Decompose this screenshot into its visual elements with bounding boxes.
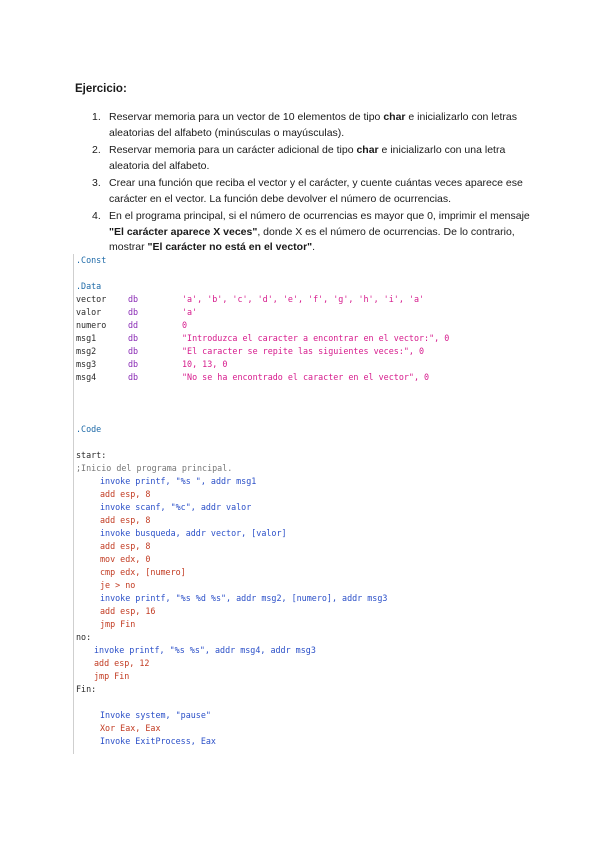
code-line: cmp edx, [numero] <box>100 567 186 577</box>
task-number: 3. <box>92 177 101 189</box>
code-line: invoke printf, "%s ", addr msg1 <box>100 476 257 486</box>
code-line: je > no <box>100 580 136 590</box>
data-row: vector db 'a', 'b', 'c', 'd', 'e', 'f', 'g', 'h', 'i', 'a' <box>76 294 425 304</box>
task-number: 2. <box>92 144 101 156</box>
code-line: add esp, 16 <box>100 606 156 616</box>
code-line: add esp, 8 <box>100 541 151 551</box>
task-number: 4. <box>92 210 101 222</box>
data-row: valor db 'a' <box>76 307 198 317</box>
data-row: msg4 db "No se ha encontrado el caracter en el vector", 0 <box>76 372 430 382</box>
data-row: numero dd 0 <box>76 320 188 330</box>
task-item: 3. Crear una función que reciba el vector y el carácter, y cuente cuántas veces aparece ese carácter en el vector. La función debe devolver el número de ocurrencias. <box>92 177 523 205</box>
task-number: 1. <box>92 111 101 123</box>
fin-label: Fin: <box>76 684 97 694</box>
code-line: Xor Eax, Eax <box>100 723 161 733</box>
code-line: add esp, 12 <box>94 658 150 668</box>
code-line: add esp, 8 <box>100 489 151 499</box>
start-label: start: <box>76 450 107 460</box>
data-section-label: .Data <box>76 281 102 291</box>
code-line: mov edx, 0 <box>100 554 151 564</box>
code-line: add esp, 8 <box>100 515 151 525</box>
code-line: Invoke system, "pause" <box>100 710 211 720</box>
code-section-label: .Code <box>76 424 102 434</box>
task-list <box>75 110 535 258</box>
task-item: 2. Reservar memoria para un carácter adicional de tipo char e inicializarlo con una letra aleatoria del alfabeto. <box>92 144 506 172</box>
code-listing <box>73 254 534 754</box>
data-row: msg2 db "El caracter se repite las siguientes veces:", 0 <box>76 346 425 356</box>
task-item: 4. En el programa principal, si el número de ocurrencias es mayor que 0, imprimir el mensaje "El carácter aparece X veces", donde X es el número de ocurrencias. De lo contrario, mostrar "El carácter no está en el vector". <box>92 210 530 253</box>
code-line: invoke printf, "%s %s", addr msg4, addr msg3 <box>94 645 316 655</box>
no-label: no: <box>76 632 92 642</box>
const-section-label: .Const <box>76 255 107 265</box>
code-line: jmp Fin <box>100 619 136 629</box>
code-line: invoke printf, "%s %d %s", addr msg2, [numero], addr msg3 <box>100 593 388 603</box>
task-item: 1. Reservar memoria para un vector de 10 elementos de tipo char e inicializarlo con letras aleatorias del alfabeto (minúsculas o mayúsculas). <box>92 111 517 139</box>
code-line: Invoke ExitProcess, Eax <box>100 736 216 746</box>
code-line: invoke busqueda, addr vector, [valor] <box>100 528 287 538</box>
code-line: invoke scanf, "%c", addr valor <box>100 502 252 512</box>
code-comment: ;Inicio del programa principal. <box>76 463 233 473</box>
data-row: msg1 db "Introduzca el caracter a encontrar en el vector:", 0 <box>76 333 450 343</box>
data-row: msg3 db 10, 13, 0 <box>76 359 228 369</box>
code-line: jmp Fin <box>94 671 130 681</box>
exercise-heading: Ejercicio: <box>75 83 127 95</box>
